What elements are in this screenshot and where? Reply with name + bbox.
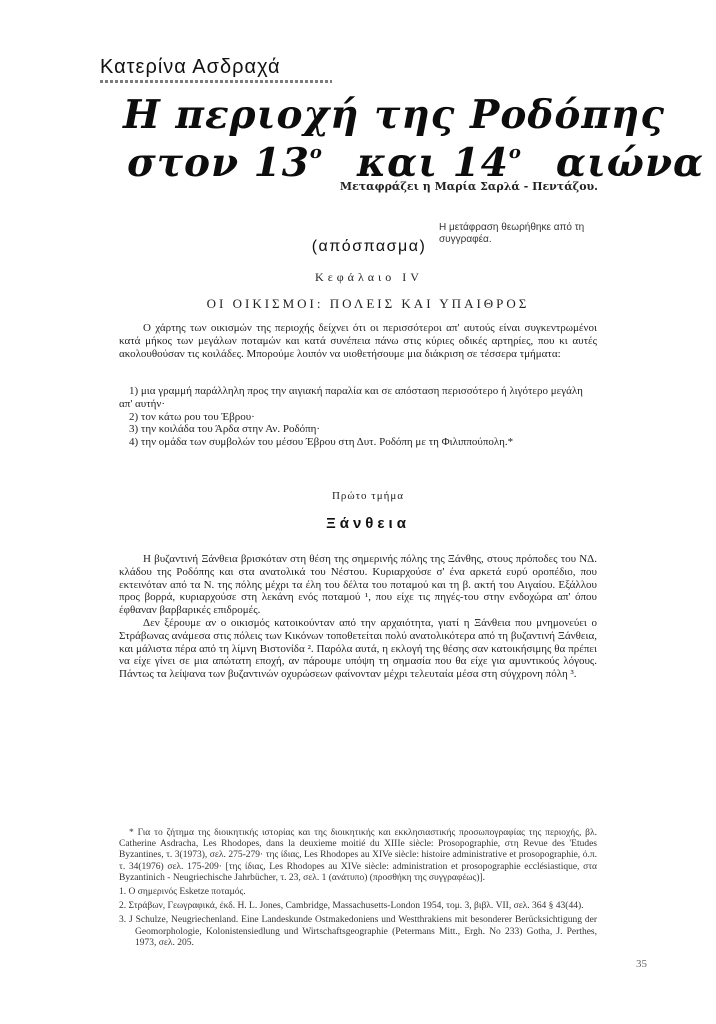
intro-paragraph: Ο χάρτης των οικισμών της περιοχής δείχνει ότι οι περισσότεροι απ' αυτούς είναι συγκεντρωμένοι κατά μήκος των μεγάλων ποταμών και κατά συνέπεια πάνω στις κύριες οδικές αρτηρίες, που κι αυτές ακολουθούσαν τις κοιλάδες. Μπορούμε λοιπόν να υιοθετήσουμε μια διάκριση σε τέσσερα τμήματα: bbox=[119, 322, 597, 360]
footnote-item: 1. Ο σημερινός Esketze ποταμός. bbox=[119, 887, 246, 898]
page-number: 35 bbox=[636, 958, 647, 970]
section-title: Ξάνθεια bbox=[326, 515, 410, 532]
paragraph: Η βυζαντινή Ξάνθεια βρισκόταν στη θέση της σημερινής πόλης της Ξάνθης, στους πρόποδες του ΝΔ. κλάδου της Ροδόπης και στα ανατολικά του Νέστου. Κυριαρχούσε σ' ένα αρκετά ευρύ οροπέδιο, που εκτεινόταν από τα Ν. της πόλης μέχρι τα έλη του δέλτα του ποταμού και τη β. ακτή του Αιγαίου. Εξάλλου προς βορρά, κυριαρχούσε στη λεκάνη ενός ποταμού ¹, που είχε τις πηγές-του στην ενδοχώρα απ' όπου έφθαναν βαρβαρικές επιδρομές. bbox=[119, 553, 597, 617]
list-item: 2) τον κάτω ρου του Έβρου· bbox=[129, 410, 255, 423]
author-name: Κατερίνα Ασδραχά bbox=[100, 56, 281, 78]
title-line-1: Η περιοχή της Ροδόπης bbox=[123, 92, 666, 138]
translator-credit: Μεταφράζει η Μαρία Σαρλά - Πεντάζου. bbox=[339, 180, 598, 193]
title-superscript-a: ο bbox=[309, 142, 323, 163]
title-line-2-part-a: στον 13 bbox=[127, 140, 310, 186]
title-line-2-part-c: αιώνα bbox=[555, 140, 705, 186]
list-item: 4) την ομάδα των συμβολών του μέσου Έβρου στη Δυτ. Ροδόπη με τη Φιλιππούπολη.* bbox=[129, 436, 514, 449]
author-underline bbox=[100, 80, 332, 83]
main-text bbox=[119, 553, 597, 681]
footnotes bbox=[119, 828, 597, 952]
title-superscript-b: ο bbox=[508, 142, 522, 163]
divisions-list bbox=[119, 385, 597, 449]
translation-note: Η μετάφραση θεωρήθηκε από τη συγγραφέα. bbox=[439, 222, 585, 245]
part-label: Πρώτο τμήμα bbox=[331, 490, 405, 502]
chapter-heading: ΟΙ ΟΙΚΙΣΜΟΙ: ΠΟΛΕΙΣ ΚΑΙ ΥΠΑΙΘΡΟΣ bbox=[206, 296, 530, 311]
list-item: 1) μια γραμμή παράλληλη προς την αιγιακή παραλία και σε απόσταση περισσότερο ή λιγότερο μεγάλη απ' αυτήν· bbox=[119, 385, 583, 410]
list-item: 3) την κοιλάδα του Άρδα στην Αν. Ροδόπη· bbox=[129, 423, 321, 436]
excerpt-label: (απόσπασμα) bbox=[311, 238, 427, 255]
footnote-item: 2. Στράβων, Γεωγραφικά, έκδ. H. L. Jones, Cambridge, Massachusetts-London 1954, τομ. 3, βιβλ. VII, σελ. 364 § 43(44). bbox=[119, 901, 584, 912]
intro-paragraph-block bbox=[119, 322, 597, 360]
chapter-label: Κεφάλαιο IV bbox=[315, 270, 423, 284]
footnote-item: 3. J Schulze, Neugriechenland. Eine Landeskunde Ostmakedoniens und Westthrakiens mit besonderer Berücksichtigung der Geomorphologie, Kolonistensiedlung und Wirtschaftsgeographie (Petermans Mitt., Ergh. No 233) Gotha, J. Perthes, 1973, σελ. 205. bbox=[119, 915, 597, 948]
footnote-star: * Για το ζήτημα της διοικητικής ιστορίας και της διοικητικής και εκκλησιαστικής προσωπογραφίας της περιοχής, βλ. Catherine Asdracha, Les Rhodopes, dans la deuxieme moitié du XIIIe siècle: Prosopographie, στη Revue des 'Etudes Byzantines, τ. 3(1973), σελ. 275-279· της ίδιας, Les Rhodopes au XIVe siècle: histoire administrative et prosopographie, ό.π. τ. 34(1976) σελ. 175-209· [της ίδιας, Les Rhodopes au XIVe siècle: administration et prosopographie ecclésiastique, στα Byzantinich - Neugriechische Jahrbücher, τ. 23, σελ. 1 (ανάτυπο) (προσθήκη της συγγραφέως)]. bbox=[119, 828, 597, 883]
title-line-2-part-b: και 14 bbox=[356, 140, 509, 186]
paragraph: Δεν ξέρουμε αν ο οικισμός κατοικούνταν από την αρχαιότητα, γιατί η Ξάνθεια που μνημονεύει ο Στράβωνας ανάμεσα στις πόλεις των Κικόνων τοποθετείται πολύ ανατολικότερα από τη βυζαντινή Ξάνθεια, και μάλιστα πέρα από τη λίμνη Βιστονίδα ². Παρόλα αυτά, η εκλογή της θέσης σαν κατοικήσιμης θα πρέπει να είχε γίνει σε μια απώτατη εποχή, αν πάρουμε υπόψη τη σημασία που θα είχε για αμυντικούς λόγους. Πάντως τα λείψανα των βυζαντινών οχυρώσεων φαίνονταν μέχρι τελευταία μέσα στη σύγχρονη πόλη ³. bbox=[119, 616, 597, 681]
